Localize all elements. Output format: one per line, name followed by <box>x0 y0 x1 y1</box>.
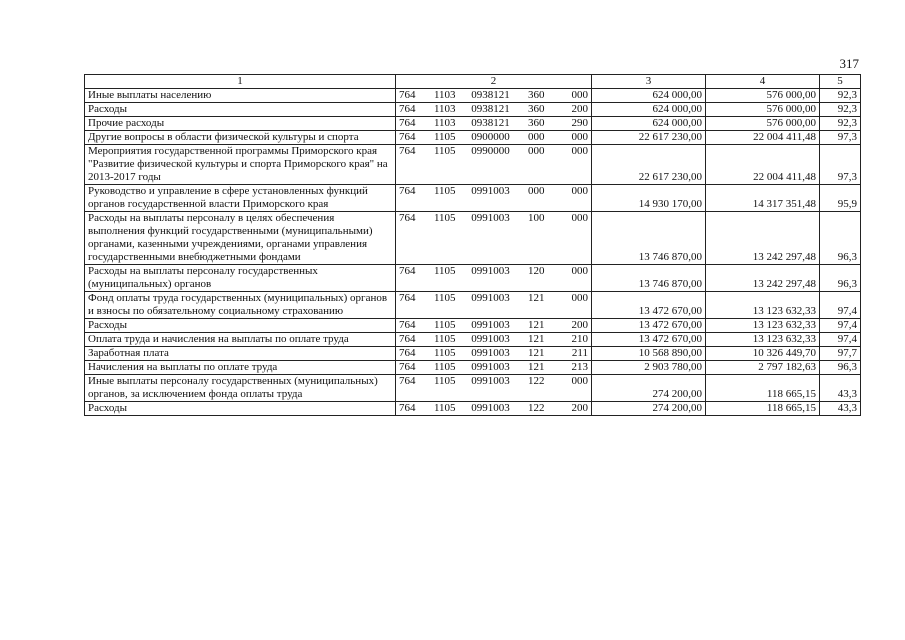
header-col-5: 5 <box>820 75 861 89</box>
code-group <box>399 361 588 374</box>
row-col5: 92,3 <box>820 117 861 131</box>
table-row <box>85 103 861 117</box>
row-col4: 2 797 182,63 <box>706 361 820 375</box>
code-part: 1105 <box>433 131 456 143</box>
row-col4: 22 004 411,48 <box>706 131 820 145</box>
row-col3: 274 200,00 <box>592 402 706 416</box>
code-part: 0991003 <box>471 333 510 345</box>
row-col3: 624 000,00 <box>592 117 706 131</box>
code-part: 000 <box>571 212 588 224</box>
row-col4: 13 123 632,33 <box>706 292 820 319</box>
row-name: Фонд оплаты труда государственных (муниципальных) органов и взносы по обязательному социальному страхованию <box>85 292 396 319</box>
row-name: Расходы на выплаты персоналу государственных (муниципальных) органов <box>85 265 396 292</box>
code-part: 0991003 <box>471 361 510 373</box>
table-row <box>85 265 861 292</box>
row-codes <box>396 117 592 131</box>
code-part: 121 <box>528 292 545 304</box>
row-codes <box>396 375 592 402</box>
row-col4: 576 000,00 <box>706 89 820 103</box>
table-row <box>85 89 861 103</box>
header-col-2: 2 <box>396 75 592 89</box>
table-row <box>85 361 861 375</box>
row-codes <box>396 212 592 265</box>
code-part: 0991003 <box>471 347 510 359</box>
code-group <box>399 402 588 415</box>
code-group <box>399 292 588 305</box>
row-col4: 13 242 297,48 <box>706 265 820 292</box>
row-col4: 118 665,15 <box>706 375 820 402</box>
row-col4: 13 242 297,48 <box>706 212 820 265</box>
row-col4: 14 317 351,48 <box>706 185 820 212</box>
code-group <box>399 347 588 360</box>
header-col-3: 3 <box>592 75 706 89</box>
row-col5: 43,3 <box>820 402 861 416</box>
header-row <box>85 75 861 89</box>
row-col5: 95,9 <box>820 185 861 212</box>
code-part: 210 <box>571 333 588 345</box>
row-col5: 97,4 <box>820 333 861 347</box>
code-part: 0991003 <box>471 402 510 414</box>
row-name: Оплата труда и начисления на выплаты по оплате труда <box>85 333 396 347</box>
row-codes <box>396 103 592 117</box>
row-name: Другие вопросы в области физической культуры и спорта <box>85 131 396 145</box>
code-part: 200 <box>571 319 588 331</box>
code-part: 000 <box>571 292 588 304</box>
code-part: 764 <box>399 89 416 101</box>
row-col5: 97,4 <box>820 319 861 333</box>
code-group <box>399 145 588 158</box>
code-part: 360 <box>528 103 545 115</box>
code-group <box>399 117 588 130</box>
row-codes <box>396 347 592 361</box>
row-codes <box>396 265 592 292</box>
code-part: 0991003 <box>471 212 510 224</box>
code-part: 764 <box>399 319 416 331</box>
code-part: 000 <box>571 375 588 387</box>
table-row <box>85 292 861 319</box>
row-col3: 13 472 670,00 <box>592 292 706 319</box>
table-row <box>85 333 861 347</box>
table-row <box>85 185 861 212</box>
row-col3: 624 000,00 <box>592 89 706 103</box>
row-col5: 96,3 <box>820 212 861 265</box>
code-group <box>399 185 588 198</box>
table-row <box>85 212 861 265</box>
code-part: 121 <box>528 347 545 359</box>
row-col5: 97,4 <box>820 292 861 319</box>
code-group <box>399 319 588 332</box>
code-part: 1105 <box>433 402 456 414</box>
code-part: 121 <box>528 333 545 345</box>
code-part: 0938121 <box>471 89 510 101</box>
row-col5: 43,3 <box>820 375 861 402</box>
code-part: 764 <box>399 375 416 387</box>
row-name: Заработная плата <box>85 347 396 361</box>
code-part: 000 <box>571 265 588 277</box>
row-col5: 92,3 <box>820 89 861 103</box>
row-col5: 97,3 <box>820 145 861 185</box>
code-part: 000 <box>528 185 545 197</box>
row-codes <box>396 145 592 185</box>
table-row <box>85 347 861 361</box>
row-name: Руководство и управление в сфере установленных функций органов государственной власти Приморского края <box>85 185 396 212</box>
row-col5: 96,3 <box>820 265 861 292</box>
table-row <box>85 319 861 333</box>
row-codes <box>396 131 592 145</box>
code-part: 1105 <box>433 347 456 359</box>
row-codes <box>396 185 592 212</box>
row-col4: 576 000,00 <box>706 103 820 117</box>
code-part: 1103 <box>433 89 456 101</box>
row-col3: 13 472 670,00 <box>592 319 706 333</box>
header-col-4: 4 <box>706 75 820 89</box>
code-part: 1105 <box>433 265 456 277</box>
code-part: 764 <box>399 333 416 345</box>
code-group <box>399 265 588 278</box>
code-part: 764 <box>399 265 416 277</box>
code-part: 120 <box>528 265 545 277</box>
code-part: 0938121 <box>471 103 510 115</box>
code-part: 0990000 <box>471 145 510 157</box>
code-part: 764 <box>399 117 416 129</box>
code-part: 1105 <box>433 185 456 197</box>
code-part: 000 <box>528 131 545 143</box>
row-codes <box>396 319 592 333</box>
row-name: Начисления на выплаты по оплате труда <box>85 361 396 375</box>
row-name: Прочие расходы <box>85 117 396 131</box>
code-part: 000 <box>571 185 588 197</box>
code-group <box>399 103 588 116</box>
code-part: 1105 <box>433 319 456 331</box>
row-name: Расходы на выплаты персоналу в целях обеспечения выполнения функций государственными (муниципальными) органами, казенными учреждениями, органами управления государственными внебюджетными фондами <box>85 212 396 265</box>
code-part: 764 <box>399 185 416 197</box>
page-number: 317 <box>839 56 859 71</box>
table-row <box>85 375 861 402</box>
code-part: 360 <box>528 117 545 129</box>
code-part: 764 <box>399 212 416 224</box>
code-part: 1105 <box>433 375 456 387</box>
code-part: 122 <box>528 375 545 387</box>
row-col5: 97,3 <box>820 131 861 145</box>
code-part: 1105 <box>433 212 456 224</box>
row-col3: 274 200,00 <box>592 375 706 402</box>
budget-table <box>84 74 861 416</box>
row-name: Расходы <box>85 402 396 416</box>
row-name: Иные выплаты населению <box>85 89 396 103</box>
row-col3: 10 568 890,00 <box>592 347 706 361</box>
code-part: 0991003 <box>471 265 510 277</box>
code-part: 0938121 <box>471 117 510 129</box>
row-codes <box>396 292 592 319</box>
code-part: 764 <box>399 145 416 157</box>
row-name: Иные выплаты персоналу государственных (муниципальных) органов, за исключением фонда оплаты труда <box>85 375 396 402</box>
code-part: 000 <box>571 145 588 157</box>
row-col3: 13 472 670,00 <box>592 333 706 347</box>
code-part: 0991003 <box>471 375 510 387</box>
row-col3: 13 746 870,00 <box>592 265 706 292</box>
row-codes <box>396 89 592 103</box>
code-part: 121 <box>528 319 545 331</box>
row-name: Расходы <box>85 103 396 117</box>
table-row <box>85 145 861 185</box>
code-group <box>399 333 588 346</box>
row-col3: 14 930 170,00 <box>592 185 706 212</box>
row-name: Мероприятия государственной программы Приморского края "Развитие физической культуры и спорта Приморского края" на 2013-2017 годы <box>85 145 396 185</box>
code-part: 0991003 <box>471 319 510 331</box>
row-col4: 10 326 449,70 <box>706 347 820 361</box>
code-part: 764 <box>399 347 416 359</box>
code-group <box>399 212 588 225</box>
row-col4: 118 665,15 <box>706 402 820 416</box>
code-part: 1103 <box>433 103 456 115</box>
table-row <box>85 117 861 131</box>
code-part: 200 <box>571 402 588 414</box>
code-part: 0991003 <box>471 185 510 197</box>
code-part: 211 <box>571 347 588 359</box>
row-col5: 97,7 <box>820 347 861 361</box>
row-codes <box>396 361 592 375</box>
row-col4: 576 000,00 <box>706 117 820 131</box>
code-part: 100 <box>528 212 545 224</box>
code-part: 1105 <box>433 292 456 304</box>
code-part: 200 <box>571 103 588 115</box>
code-group <box>399 375 588 388</box>
row-col4: 13 123 632,33 <box>706 319 820 333</box>
table-row <box>85 131 861 145</box>
row-col5: 92,3 <box>820 103 861 117</box>
code-part: 1105 <box>433 361 456 373</box>
code-part: 0900000 <box>471 131 510 143</box>
row-codes <box>396 402 592 416</box>
row-codes <box>396 333 592 347</box>
row-col3: 624 000,00 <box>592 103 706 117</box>
code-part: 290 <box>571 117 588 129</box>
table-row <box>85 402 861 416</box>
header-col-1: 1 <box>85 75 396 89</box>
code-part: 764 <box>399 103 416 115</box>
code-part: 121 <box>528 361 545 373</box>
row-col3: 13 746 870,00 <box>592 212 706 265</box>
code-part: 1105 <box>433 145 456 157</box>
code-group <box>399 131 588 144</box>
code-part: 764 <box>399 361 416 373</box>
code-part: 000 <box>571 131 588 143</box>
code-part: 764 <box>399 131 416 143</box>
code-part: 1105 <box>433 333 456 345</box>
code-part: 000 <box>571 89 588 101</box>
row-col3: 22 617 230,00 <box>592 131 706 145</box>
code-part: 764 <box>399 402 416 414</box>
code-part: 1103 <box>433 117 456 129</box>
row-col4: 13 123 632,33 <box>706 333 820 347</box>
code-part: 360 <box>528 89 545 101</box>
code-part: 764 <box>399 292 416 304</box>
code-part: 213 <box>571 361 588 373</box>
row-col3: 22 617 230,00 <box>592 145 706 185</box>
row-col3: 2 903 780,00 <box>592 361 706 375</box>
row-col5: 96,3 <box>820 361 861 375</box>
code-part: 122 <box>528 402 545 414</box>
code-part: 0991003 <box>471 292 510 304</box>
code-part: 000 <box>528 145 545 157</box>
code-group <box>399 89 588 102</box>
row-col4: 22 004 411,48 <box>706 145 820 185</box>
row-name: Расходы <box>85 319 396 333</box>
